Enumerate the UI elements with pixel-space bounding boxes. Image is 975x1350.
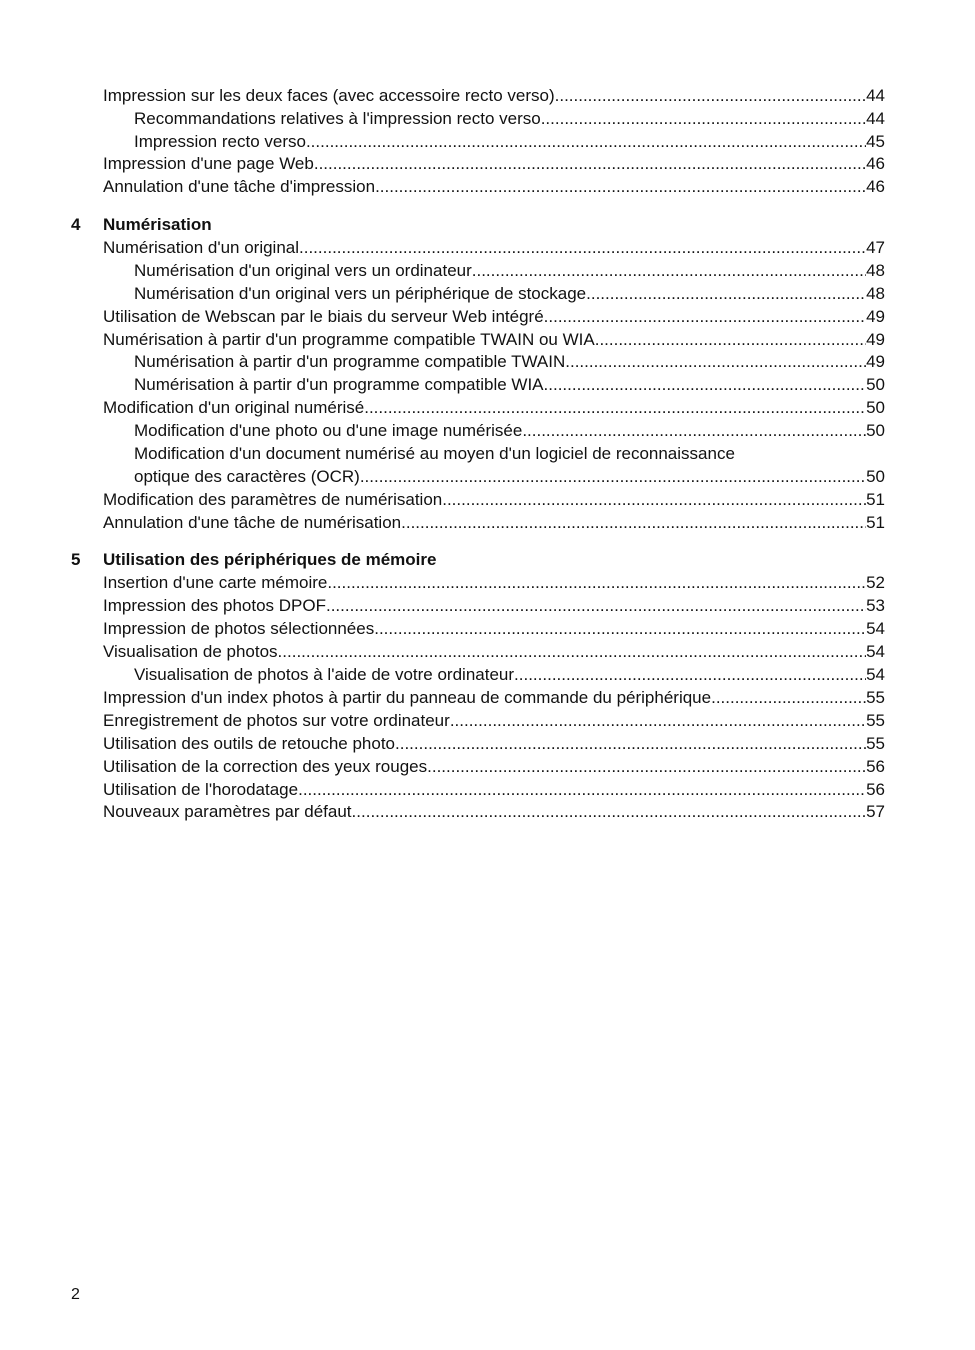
toc-entry-page: 50 <box>866 375 885 394</box>
toc-entry-page: 54 <box>866 642 885 661</box>
toc-entry-page: 48 <box>866 284 885 303</box>
toc-entry-text: Utilisation de la correction des yeux rouges <box>103 757 428 776</box>
toc-entry-page: 44 <box>866 109 885 128</box>
toc-entry-page: 45 <box>866 132 885 151</box>
toc-entry-text: Impression de photos sélectionnées <box>103 619 375 638</box>
toc-entry[interactable] <box>103 175 885 198</box>
toc-entry[interactable] <box>103 152 885 175</box>
toc-entry-page: 48 <box>866 261 885 280</box>
toc-entry[interactable] <box>103 617 885 640</box>
toc-entry-page: 49 <box>866 330 885 349</box>
toc-entry-page: 49 <box>866 352 885 371</box>
toc-entry-page: 50 <box>866 421 885 440</box>
toc-entry[interactable] <box>103 594 885 617</box>
toc-entry-page: 51 <box>866 490 885 509</box>
toc-entry-text: Annulation d'une tâche d'impression <box>103 177 376 196</box>
toc-entry-text: Insertion d'une carte mémoire <box>103 573 328 592</box>
toc-subentry[interactable] <box>134 373 885 396</box>
toc-entry-text: optique des caractères (OCR) <box>134 467 360 486</box>
toc-entry-text: Enregistrement de photos sur votre ordinateur <box>103 711 450 730</box>
toc-entry[interactable] <box>103 511 885 534</box>
toc-entry[interactable] <box>103 778 885 801</box>
page-number: 2 <box>71 1286 80 1303</box>
toc-entry-page: 50 <box>866 467 885 486</box>
toc-entry[interactable] <box>103 488 885 511</box>
toc-entry-text: Numérisation d'un original vers un périphérique de stockage <box>134 284 587 303</box>
toc-subentry[interactable] <box>134 663 885 686</box>
toc-subentry[interactable] <box>134 130 885 153</box>
toc-entry-page: 50 <box>866 398 885 417</box>
toc-entry[interactable] <box>103 800 885 823</box>
toc-subentry[interactable] <box>134 107 885 130</box>
toc-entry[interactable] <box>103 236 885 259</box>
toc-entry-page: 57 <box>866 802 885 821</box>
toc-entry-text: Numérisation d'un original vers un ordinateur <box>134 261 472 280</box>
toc-entry-page: 47 <box>866 238 885 257</box>
toc-entry[interactable] <box>103 640 885 663</box>
toc-entry-text: Modification d'une photo ou d'une image numérisée <box>134 421 523 440</box>
toc-entry-page: 56 <box>866 757 885 776</box>
toc-entry-text: Visualisation de photos <box>103 642 278 661</box>
toc-entry-text: Modification des paramètres de numérisation <box>103 490 443 509</box>
chapter-number: 4 <box>71 215 81 234</box>
toc-entry-text: Modification d'un original numérisé <box>103 398 365 417</box>
toc-entry-page: 51 <box>866 513 885 532</box>
toc-subentry-line1[interactable]: Modification d'un document numérisé au moyen d'un logiciel de reconnaissance <box>134 444 735 463</box>
toc-entry-text: Impression d'une page Web <box>103 154 314 173</box>
toc-subentry[interactable] <box>134 465 885 488</box>
toc-entry-text: Numérisation à partir d'un programme compatible TWAIN ou WIA <box>103 330 595 349</box>
toc-entry[interactable] <box>103 396 885 419</box>
toc-entry[interactable] <box>103 571 885 594</box>
toc-entry-page: 46 <box>866 154 885 173</box>
toc-entry-page: 49 <box>866 307 885 326</box>
toc-entry-page: 54 <box>866 619 885 638</box>
toc-entry-text: Utilisation de Webscan par le biais du serveur Web intégré <box>103 307 544 326</box>
toc-entry[interactable] <box>103 686 885 709</box>
toc-entry-text: Numérisation à partir d'un programme compatible TWAIN <box>134 352 566 371</box>
toc-entry[interactable] <box>103 732 885 755</box>
toc-entry-page: 54 <box>866 665 885 684</box>
toc-entry[interactable] <box>103 305 885 328</box>
chapter-title[interactable]: Utilisation des périphériques de mémoire <box>103 550 437 569</box>
toc-entry-text: Impression d'un index photos à partir du panneau de commande du périphérique <box>103 688 712 707</box>
toc-entry-page: 52 <box>866 573 885 592</box>
toc-entry-text: Numérisation d'un original <box>103 238 300 257</box>
toc-entry-text: Visualisation de photos à l'aide de votre ordinateur <box>134 665 515 684</box>
toc-subentry[interactable] <box>134 259 885 282</box>
toc-subentry[interactable] <box>134 419 885 442</box>
toc-entry-page: 55 <box>866 688 885 707</box>
toc-entry-text: Annulation d'une tâche de numérisation <box>103 513 402 532</box>
toc-entry-page: 55 <box>866 734 885 753</box>
toc-entry[interactable] <box>103 328 885 351</box>
toc-entry-text: Recommandations relatives à l'impression recto verso <box>134 109 541 128</box>
toc-entry-page: 44 <box>866 86 885 105</box>
toc-entry-page: 53 <box>866 596 885 615</box>
toc-entry-text: Nouveaux paramètres par défaut <box>103 802 352 821</box>
toc-subentry[interactable] <box>134 350 885 373</box>
toc-entry-text: Impression recto verso <box>134 132 306 151</box>
chapter-number: 5 <box>71 550 81 569</box>
toc-entry-page: 46 <box>866 177 885 196</box>
toc-entry-text: Impression des photos DPOF <box>103 596 326 615</box>
toc-entry-page: 56 <box>866 780 885 799</box>
toc-entry[interactable] <box>103 84 885 107</box>
toc-entry[interactable] <box>103 709 885 732</box>
toc-entry-text: Impression sur les deux faces (avec accessoire recto verso) <box>103 86 555 105</box>
toc-entry-page: 55 <box>866 711 885 730</box>
toc-entry-text: Utilisation de l'horodatage <box>103 780 299 799</box>
toc-entry-text: Utilisation des outils de retouche photo <box>103 734 396 753</box>
toc-entry[interactable] <box>103 755 885 778</box>
toc-subentry[interactable] <box>134 282 885 305</box>
chapter-title[interactable]: Numérisation <box>103 215 212 234</box>
toc-entry-text: Numérisation à partir d'un programme compatible WIA <box>134 375 544 394</box>
